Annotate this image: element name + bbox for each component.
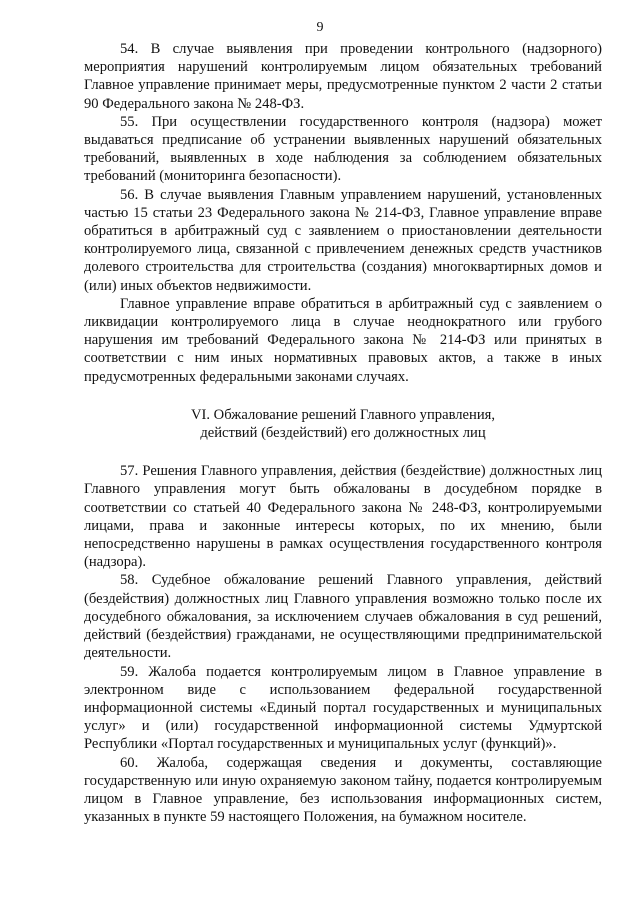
paragraph-60: 60. Жалоба, содержащая сведения и документы, составляющие государственную или иную охраняемую законом тайну, подается контролируемым лицом в Главное управление, без использования информационных систем, указанных в пункте 59 настоящего Положения, на бумажном носителе. [84, 754, 602, 826]
paragraph-58: 58. Судебное обжалование решений Главного управления, действий (бездействия) должностных лиц Главного управления возможно только после их досудебного обжалования, за исключением случаев обжалования в суд решений, действий (бездействия) гражданами, не осуществляющими предпринимательской деятельности. [84, 572, 602, 662]
paragraph-55: 55. При осуществлении государственного контроля (надзора) может выдаваться предписание об устранении выявленных нарушений обязательных требований, выявленных в ходе наблюдения за соблюдением обязательных требований (мониторинга безопасности). [84, 113, 602, 185]
page-number: 9 [316, 20, 324, 35]
section-heading [84, 406, 602, 442]
paragraph-54: 54. В случае выявления при проведении контрольного (надзорного) мероприятия нарушений контролируемым лицом обязательных требований Главное управление принимает меры, предусмотренные пунктом 2 части 2 статьи 90 Федерального закона № 248-ФЗ. [84, 41, 602, 112]
paragraph-57: 57. Решения Главного управления, действия (бездействие) должностных лиц Главного управления могут быть обжалованы в досудебном порядке в соответствии со статьей 40 Федерального закона № 248-ФЗ, контролируемыми лицами, права и законные интересы которых, по их мнению, были непосредственно нарушены в рамках осуществления государственного контроля (надзора). [84, 463, 602, 571]
paragraph-59: 59. Жалоба подается контролируемым лицом в Главное управление в электронном виде с использованием федеральной государственной информационной системы «Единый портал государственных и муниципальных услуг» и (или) государственной информационной системы Удмуртской Республики «Портал государственных и муниципальных услуг (функций)». [84, 663, 602, 753]
paragraph-56: 56. В случае выявления Главным управлением нарушений, установленных частью 15 статьи 23 Федерального закона № 214-ФЗ, Главное управление вправе обратиться в арбитражный суд с заявлением о приостановлении деятельности контролируемого лица, связанной с привлечением денежных средств участников долевого строительства для строительства (создания) многоквартирных домов и (или) иных объектов недвижимости. [84, 186, 602, 294]
section-heading-line-2: действий (бездействий) его должностных лиц [200, 425, 486, 442]
document-body [84, 40, 602, 826]
paragraph-56-continued: Главное управление вправе обратиться в арбитражный суд с заявлением о ликвидации контролируемого лица в случае неоднократного или грубого нарушения им требований Федерального закона № 214-ФЗ или принятых в соответствии с ним иных нормативных правовых актов, а также в иных предусмотренных федеральными законами случаях. [84, 295, 602, 385]
section-heading-line-1: VI. Обжалование решений Главного управления, [190, 406, 496, 423]
